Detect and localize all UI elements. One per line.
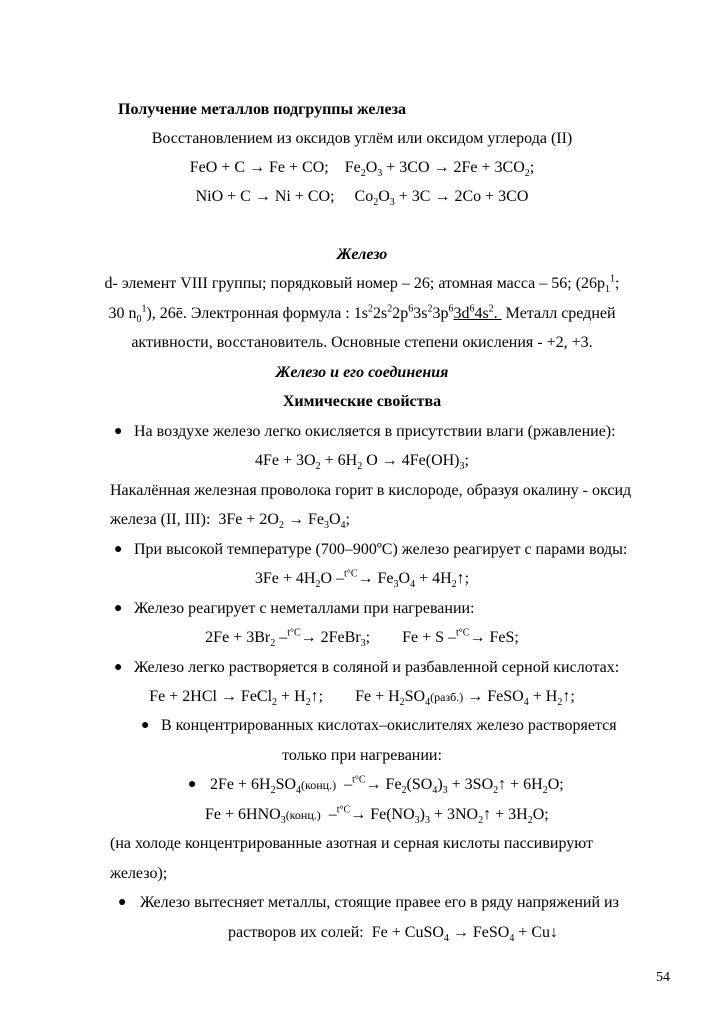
property-oxidizing-acids-line-2: только при нагревании:: [282, 747, 442, 764]
property-oxidizing-acids-line-1: В концентрированных кислотах–окислителях железо растворяется: [161, 717, 617, 734]
chemical-properties-title: Химические свойства: [282, 393, 442, 410]
bullet-icon: ●: [114, 601, 123, 616]
equation-nio-co2o3: NiO + C → Ni + CO; $Co_2O_3 + 3C \to 2Co + 3CO$: [195, 188, 529, 209]
section-heading: Получение металлов подгруппы железа: [118, 101, 406, 118]
page-number: 54: [656, 970, 670, 985]
property-acids: Железо легко растворяется в соляной и разбавленной серной кислотах:: [134, 659, 620, 676]
property-burning-line-2: железа (II, III): $3Fe + 2O_2 \to Fe_3O_4$;: [110, 511, 350, 532]
property-water-vapor: При высокой температуре (700–900ºС) железо реагирует с парами воды:: [134, 541, 628, 558]
equation-conc-nitric: $Fe + 6HNO_3(конц.)$ $-^{t^\circ C}\to Fe(NO_3)_3$ + $3NO_2↑ + 3H_2O$;: [205, 804, 549, 827]
bullet-icon: ●: [114, 542, 123, 557]
property-burning-line-1: Накалённая железная проволока горит в кислороде, образуя окалину - оксид: [110, 482, 632, 499]
passivation-note-line-2: железо);: [110, 865, 168, 882]
property-displacement-line-1: Железо вытесняет металлы, стоящие правее его в ряду напряжений из: [140, 894, 619, 911]
iron-desc-line-3: активности, восстановитель. Основные степени окисления - +2, +3.: [131, 334, 593, 351]
equation-nonmetals: $2Fe + 3Br_2$ –$^{t^\circ C}$→ 2FeBr$_3$; Fe + S –$^{t^\circ C}$→ FeS;: [205, 627, 519, 650]
passivation-note-line-1: (на холоде концентрированные азотная и серная кислоты пассивируют: [110, 835, 593, 852]
equation-water-vapor: $3Fe + 4H_2O$ $-^{t^\circ C}\to Fe_3O_4$ + $4H_2↑$;: [254, 568, 470, 591]
equation-feo-fe2o3: FeO + C → Fe + CO; $Fe_2O_3 + 3CO \to 2Fe + 3CO_2$;: [189, 159, 535, 180]
compounds-title: Железо и его соединения: [275, 364, 449, 381]
property-displacement-line-2: растворов их солей: Fe + CuSO$_4$ → FeSO$_4$ + Cu↓: [228, 924, 559, 945]
iron-title: Железо: [336, 246, 388, 263]
property-nonmetals: Железо реагирует с неметаллами при нагревании:: [134, 600, 475, 617]
bullet-icon: ●: [114, 424, 123, 439]
equation-rust: $4Fe + 3O_2 + 6H_2$ $O \to 4Fe(OH)_3$;: [255, 452, 469, 473]
bullet-icon: ●: [118, 895, 127, 910]
bullet-icon: ●: [114, 660, 123, 675]
bullet-icon: ●: [141, 718, 150, 733]
equation-conc-sulfuric: $2Fe + 6H_2SO_4(конц.)$ $-^{t^\circ C}\to Fe_2(SO_4)_3$ + $3SO_2↑ + 6H_2O$;: [210, 774, 564, 797]
property-air-oxidation: На воздухе железо легко окисляется в присутствии влаги (ржавление):: [134, 423, 616, 440]
bullet-icon: ●: [188, 777, 197, 792]
iron-desc-line-1: d- элемент VIII группы; порядковый номер – 26; атомная масса – 56; ($26p_1^1$;: [104, 273, 620, 296]
iron-desc-line-2: 30 $n_0^1$), 26ē. Электронная формула : $1s^22s^22p^63s^23p^63d^64s^2$. Металл средней: [108, 303, 616, 326]
equation-acids: Fe + 2HCl → FeCl$_2$ + $H_2↑$; $Fe + H_2SO_4(разб.)$ → FeSO$_4$ + $H_2↑$;: [149, 688, 575, 709]
reduction-line: Восстановлением из оксидов углём или оксидом углерода (II): [151, 130, 573, 147]
